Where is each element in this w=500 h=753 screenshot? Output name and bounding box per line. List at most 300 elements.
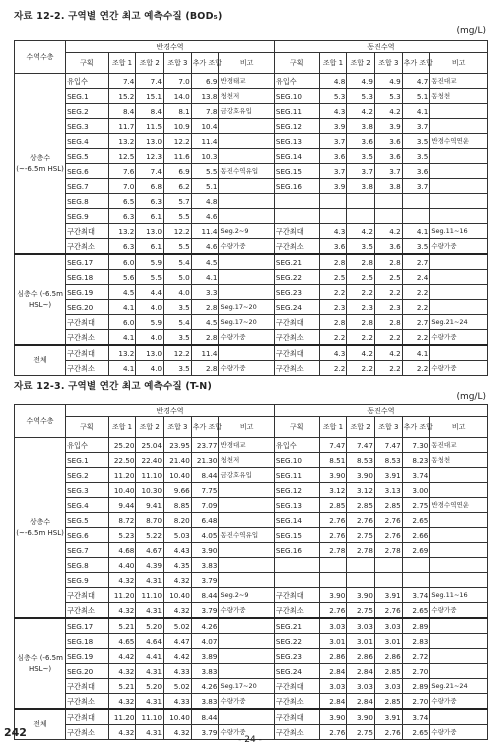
value-cell: 7.30 [402, 438, 430, 453]
value-cell: 9.41 [136, 498, 164, 513]
remark-cell: 동청천 [430, 453, 488, 468]
table-row [15, 634, 488, 649]
segment-cell: SEG.1 [66, 89, 109, 104]
remark-cell [430, 483, 488, 498]
table-row [15, 194, 488, 209]
value-cell: 2.85 [347, 498, 375, 513]
remark-cell [430, 709, 488, 725]
value-cell: 3.9 [319, 179, 347, 194]
value-cell: 7.09 [191, 498, 219, 513]
value-cell: 2.76 [374, 528, 402, 543]
value-cell: 2.84 [347, 694, 375, 710]
remark-cell [219, 618, 274, 634]
value-cell: 5.0 [164, 270, 192, 285]
value-cell [374, 209, 402, 224]
value-cell: 11.6 [164, 149, 192, 164]
combo1-header: 조합 1 [108, 53, 136, 74]
value-cell: 13.0 [136, 345, 164, 361]
value-cell: 2.8 [191, 330, 219, 346]
value-cell: 7.4 [136, 164, 164, 179]
value-cell: 10.40 [164, 468, 192, 483]
segment-cell: SEG.3 [66, 119, 109, 134]
value-cell: 5.21 [108, 679, 136, 694]
segment-cell: 유입수 [66, 438, 109, 453]
value-cell: 5.9 [136, 315, 164, 330]
value-cell: 2.85 [374, 694, 402, 710]
segment-cell: SEG.17 [66, 618, 109, 634]
remark-cell [219, 649, 274, 664]
left-group-header: 반경수역 [66, 41, 275, 53]
remark-cell [430, 270, 488, 285]
remark-cell [219, 285, 274, 300]
value-cell: 13.0 [136, 224, 164, 239]
value-cell [347, 573, 375, 588]
value-cell: 3.01 [319, 634, 347, 649]
value-cell: 4.32 [164, 573, 192, 588]
value-cell: 3.03 [319, 618, 347, 634]
value-cell: 4.0 [164, 285, 192, 300]
remark-cell: Seg.17~20 [219, 300, 274, 315]
remark-cell: Seg.11~16 [430, 224, 488, 239]
combo2-header: 조합 2 [136, 53, 164, 74]
value-cell: 5.4 [164, 315, 192, 330]
value-cell: 3.12 [319, 483, 347, 498]
value-cell: 4.6 [191, 239, 219, 255]
value-cell: 4.07 [191, 634, 219, 649]
value-cell: 4.41 [136, 649, 164, 664]
value-cell [402, 209, 430, 224]
value-cell: 5.6 [108, 270, 136, 285]
section-header: 구획 [274, 53, 319, 74]
value-cell: 11.20 [108, 588, 136, 603]
remark-header: 비고 [430, 53, 488, 74]
table-row [15, 558, 488, 573]
value-cell: 4.2 [374, 345, 402, 361]
value-cell: 2.84 [347, 664, 375, 679]
remark-cell: 청천저 [219, 89, 274, 104]
value-cell: 4.42 [164, 649, 192, 664]
segment-cell: 구간최소 [66, 603, 109, 619]
value-cell [319, 573, 347, 588]
remark-cell: 수량가중 [430, 694, 488, 710]
value-cell: 3.00 [402, 483, 430, 498]
value-cell: 6.9 [164, 164, 192, 179]
remark-cell: Seg.11~16 [430, 588, 488, 603]
remark-cell [219, 634, 274, 649]
value-cell: 10.40 [164, 588, 192, 603]
remark-cell [430, 300, 488, 315]
segment-cell: 구간최소 [274, 603, 319, 619]
value-cell: 4.32 [108, 664, 136, 679]
value-cell: 4.4 [136, 285, 164, 300]
value-cell: 2.4 [402, 270, 430, 285]
value-cell: 4.1 [402, 345, 430, 361]
value-cell: 2.2 [374, 361, 402, 376]
value-cell: 2.5 [319, 270, 347, 285]
table-row [15, 453, 488, 468]
value-cell: 4.32 [108, 725, 136, 740]
value-cell: 3.74 [402, 709, 430, 725]
segment-cell: SEG.20 [66, 664, 109, 679]
value-cell: 8.53 [374, 453, 402, 468]
value-cell: 4.9 [347, 74, 375, 89]
value-cell: 3.6 [319, 149, 347, 164]
remark-cell: Seg.21~24 [430, 679, 488, 694]
value-cell: 4.1 [191, 270, 219, 285]
value-cell: 4.64 [136, 634, 164, 649]
segment-cell: 구간최소 [66, 694, 109, 710]
zone-label: 상층수 (~-6.5m HSL) [15, 438, 66, 619]
value-cell: 2.89 [402, 618, 430, 634]
value-cell: 6.1 [136, 209, 164, 224]
remark-cell: 반경대교 [219, 438, 274, 453]
segment-cell: SEG.23 [274, 285, 319, 300]
value-cell: 4.31 [136, 694, 164, 710]
segment-cell: 구간최대 [66, 588, 109, 603]
value-cell: 4.40 [108, 558, 136, 573]
value-cell: 4.8 [319, 74, 347, 89]
value-cell: 4.1 [108, 330, 136, 346]
value-cell: 4.32 [164, 725, 192, 740]
value-cell: 2.2 [319, 330, 347, 346]
table-row [15, 649, 488, 664]
value-cell: 13.0 [136, 134, 164, 149]
table-row [15, 254, 488, 270]
value-cell: 4.1 [108, 300, 136, 315]
segment-cell: 구간최소 [274, 330, 319, 346]
value-cell: 2.5 [347, 270, 375, 285]
value-cell: 2.3 [319, 300, 347, 315]
value-cell: 5.20 [136, 679, 164, 694]
value-cell: 7.8 [191, 104, 219, 119]
table-row [15, 330, 488, 346]
value-cell: 11.10 [136, 588, 164, 603]
table-row [15, 119, 488, 134]
value-cell: 6.8 [136, 179, 164, 194]
value-cell: 3.5 [164, 361, 192, 376]
segment-cell: SEG.22 [274, 270, 319, 285]
value-cell: 4.5 [108, 285, 136, 300]
value-cell: 3.03 [319, 679, 347, 694]
segment-cell: SEG.19 [66, 649, 109, 664]
value-cell: 2.8 [374, 315, 402, 330]
segment-cell: SEG.4 [66, 134, 109, 149]
value-cell: 4.68 [108, 543, 136, 558]
remark-cell [430, 558, 488, 573]
zone-label: 심층수 (-6.5m HSL~) [15, 618, 66, 709]
value-cell: 2.76 [374, 513, 402, 528]
remark-cell: 청천저 [219, 453, 274, 468]
value-cell: 2.78 [319, 543, 347, 558]
segment-cell: 구간최대 [274, 709, 319, 725]
value-cell: 11.7 [108, 119, 136, 134]
value-cell: 2.85 [319, 498, 347, 513]
table-row [15, 573, 488, 588]
remark-cell [430, 634, 488, 649]
table-row [15, 345, 488, 361]
combo1-header: 조합 1 [108, 417, 136, 438]
value-cell: 12.3 [136, 149, 164, 164]
segment-cell: SEG.24 [274, 300, 319, 315]
value-cell: 10.30 [136, 483, 164, 498]
value-cell: 3.7 [374, 164, 402, 179]
value-cell: 2.8 [319, 254, 347, 270]
remark-cell [430, 573, 488, 588]
value-cell: 10.40 [108, 483, 136, 498]
segment-cell: SEG.16 [274, 543, 319, 558]
value-cell: 4.9 [374, 74, 402, 89]
zone-header: 수역수층 [15, 41, 66, 74]
value-cell: 5.5 [191, 164, 219, 179]
value-cell: 13.2 [108, 345, 136, 361]
segment-cell [274, 209, 319, 224]
value-cell: 2.8 [347, 254, 375, 270]
combo3-header: 조합 3 [164, 417, 192, 438]
remark-cell [219, 573, 274, 588]
segment-cell: 유입수 [274, 74, 319, 89]
value-cell: 3.12 [347, 483, 375, 498]
value-cell: 2.2 [347, 361, 375, 376]
value-cell: 2.2 [374, 330, 402, 346]
value-cell: 3.90 [347, 709, 375, 725]
value-cell: 3.5 [347, 239, 375, 255]
remark-cell [219, 709, 274, 725]
value-cell: 9.44 [108, 498, 136, 513]
value-cell: 7.0 [108, 179, 136, 194]
table-row [15, 134, 488, 149]
value-cell: 11.5 [136, 119, 164, 134]
remark-cell: 수량가중 [430, 239, 488, 255]
value-cell: 4.2 [374, 224, 402, 239]
value-cell: 7.6 [108, 164, 136, 179]
segment-cell: SEG.20 [66, 300, 109, 315]
segment-cell: SEG.15 [274, 528, 319, 543]
value-cell: 6.3 [136, 194, 164, 209]
segment-cell: 구간최소 [66, 330, 109, 346]
segment-cell: SEG.8 [66, 558, 109, 573]
value-cell: 5.4 [164, 254, 192, 270]
value-cell: 4.31 [136, 664, 164, 679]
value-cell: 11.20 [108, 468, 136, 483]
value-cell: 3.5 [402, 149, 430, 164]
segment-cell: 구간최소 [66, 361, 109, 376]
value-cell: 5.03 [164, 528, 192, 543]
table-row [15, 528, 488, 543]
segment-cell: SEG.18 [66, 270, 109, 285]
remark-cell [219, 209, 274, 224]
value-cell: 5.9 [136, 254, 164, 270]
table-row [15, 285, 488, 300]
value-cell: 4.32 [108, 603, 136, 619]
value-cell: 3.5 [347, 149, 375, 164]
value-cell: 5.1 [191, 179, 219, 194]
value-cell: 2.76 [374, 725, 402, 740]
segment-cell: 구간최대 [66, 315, 109, 330]
table1 [14, 40, 488, 376]
segment-cell: 구간최대 [274, 224, 319, 239]
value-cell: 2.85 [374, 498, 402, 513]
value-cell: 3.03 [347, 679, 375, 694]
value-cell: 2.5 [374, 270, 402, 285]
value-cell: 2.86 [347, 649, 375, 664]
remark-cell [219, 254, 274, 270]
value-cell: 4.32 [108, 694, 136, 710]
value-cell [319, 209, 347, 224]
remark-cell [219, 345, 274, 361]
value-cell: 5.3 [374, 89, 402, 104]
segment-cell: SEG.12 [274, 119, 319, 134]
remark-cell: 반경수역연운 [430, 134, 488, 149]
segment-cell: 유입수 [66, 74, 109, 89]
value-cell: 10.4 [191, 119, 219, 134]
value-cell: 4.0 [136, 300, 164, 315]
segment-cell: 구간최소 [274, 725, 319, 740]
value-cell: 4.3 [319, 104, 347, 119]
value-cell: 4.33 [164, 664, 192, 679]
value-cell: 25.20 [108, 438, 136, 453]
remark-cell [430, 664, 488, 679]
segment-cell: SEG.8 [66, 194, 109, 209]
remark-cell [219, 483, 274, 498]
value-cell: 2.2 [402, 300, 430, 315]
value-cell: 4.3 [319, 224, 347, 239]
remark-cell: Seg.17~20 [219, 679, 274, 694]
value-cell: 23.77 [191, 438, 219, 453]
remark-cell [430, 513, 488, 528]
table-row [15, 224, 488, 239]
segment-cell: SEG.13 [274, 134, 319, 149]
segment-cell: SEG.12 [274, 483, 319, 498]
value-cell: 3.74 [402, 468, 430, 483]
remark-cell [219, 119, 274, 134]
segment-cell: 구간최대 [274, 588, 319, 603]
table-row [15, 89, 488, 104]
table-row [15, 438, 488, 453]
value-cell: 2.8 [374, 254, 402, 270]
segment-cell [274, 558, 319, 573]
segment-cell: SEG.14 [274, 513, 319, 528]
value-cell: 2.76 [347, 513, 375, 528]
value-cell: 13.8 [191, 89, 219, 104]
value-cell: 2.86 [319, 649, 347, 664]
value-cell: 3.7 [347, 164, 375, 179]
value-cell: 21.30 [191, 453, 219, 468]
remark-cell [219, 149, 274, 164]
value-cell: 3.5 [402, 134, 430, 149]
segment-cell: SEG.10 [274, 89, 319, 104]
table-row [15, 104, 488, 119]
value-cell: 6.0 [108, 254, 136, 270]
value-cell: 4.8 [191, 194, 219, 209]
value-cell: 5.3 [319, 89, 347, 104]
value-cell: 2.2 [402, 285, 430, 300]
value-cell: 2.2 [347, 330, 375, 346]
value-cell: 2.75 [347, 603, 375, 619]
remark-cell [219, 134, 274, 149]
value-cell: 4.67 [136, 543, 164, 558]
value-cell [374, 194, 402, 209]
value-cell: 2.2 [374, 285, 402, 300]
value-cell: 4.26 [191, 618, 219, 634]
value-cell: 10.9 [164, 119, 192, 134]
value-cell: 3.90 [191, 543, 219, 558]
table-row [15, 513, 488, 528]
value-cell: 12.2 [164, 345, 192, 361]
page-number-center: - 24 - [238, 735, 262, 745]
table-row [15, 694, 488, 710]
value-cell: 3.89 [191, 649, 219, 664]
remark-cell: 수량가중 [219, 361, 274, 376]
value-cell: 22.50 [108, 453, 136, 468]
remark-header: 비고 [219, 53, 274, 74]
value-cell: 3.9 [319, 119, 347, 134]
segment-cell: SEG.4 [66, 498, 109, 513]
value-cell: 8.72 [108, 513, 136, 528]
value-cell: 4.31 [136, 573, 164, 588]
value-cell: 4.31 [136, 725, 164, 740]
value-cell [319, 194, 347, 209]
value-cell: 4.6 [191, 209, 219, 224]
value-cell: 3.6 [374, 134, 402, 149]
remark-cell [430, 209, 488, 224]
value-cell: 4.0 [136, 330, 164, 346]
value-cell: 15.1 [136, 89, 164, 104]
segment-cell: 구간최대 [66, 224, 109, 239]
value-cell: 25.04 [136, 438, 164, 453]
table-row [15, 679, 488, 694]
value-cell: 2.89 [402, 679, 430, 694]
value-cell: 2.8 [191, 300, 219, 315]
table-row [15, 483, 488, 498]
segment-cell: SEG.18 [66, 634, 109, 649]
value-cell: 2.84 [319, 694, 347, 710]
table1-unit: (mg/L) [456, 26, 486, 36]
remark-cell [430, 468, 488, 483]
value-cell: 3.8 [347, 119, 375, 134]
table-row [15, 468, 488, 483]
table-row [15, 300, 488, 315]
value-cell: 4.42 [108, 649, 136, 664]
value-cell: 2.7 [402, 315, 430, 330]
value-cell: 3.01 [374, 634, 402, 649]
value-cell: 4.47 [164, 634, 192, 649]
value-cell: 5.22 [136, 528, 164, 543]
value-cell: 3.6 [347, 134, 375, 149]
value-cell: 2.2 [319, 285, 347, 300]
value-cell: 14.0 [164, 89, 192, 104]
remark-cell: Seg.17~20 [219, 315, 274, 330]
value-cell: 3.7 [402, 119, 430, 134]
remark-cell: 수량가중 [430, 330, 488, 346]
table-row [15, 618, 488, 634]
value-cell: 11.4 [191, 134, 219, 149]
table-row [15, 179, 488, 194]
value-cell: 12.2 [164, 224, 192, 239]
table-row [15, 543, 488, 558]
table-row [15, 603, 488, 619]
value-cell: 3.91 [374, 468, 402, 483]
segment-cell: SEG.15 [274, 164, 319, 179]
value-cell: 12.2 [164, 134, 192, 149]
value-cell: 8.1 [164, 104, 192, 119]
value-cell: 2.2 [347, 285, 375, 300]
segment-cell: SEG.22 [274, 634, 319, 649]
value-cell: 2.3 [347, 300, 375, 315]
value-cell: 8.20 [164, 513, 192, 528]
value-cell: 7.0 [164, 74, 192, 89]
remark-cell: 금강호유입 [219, 468, 274, 483]
value-cell: 4.2 [347, 104, 375, 119]
